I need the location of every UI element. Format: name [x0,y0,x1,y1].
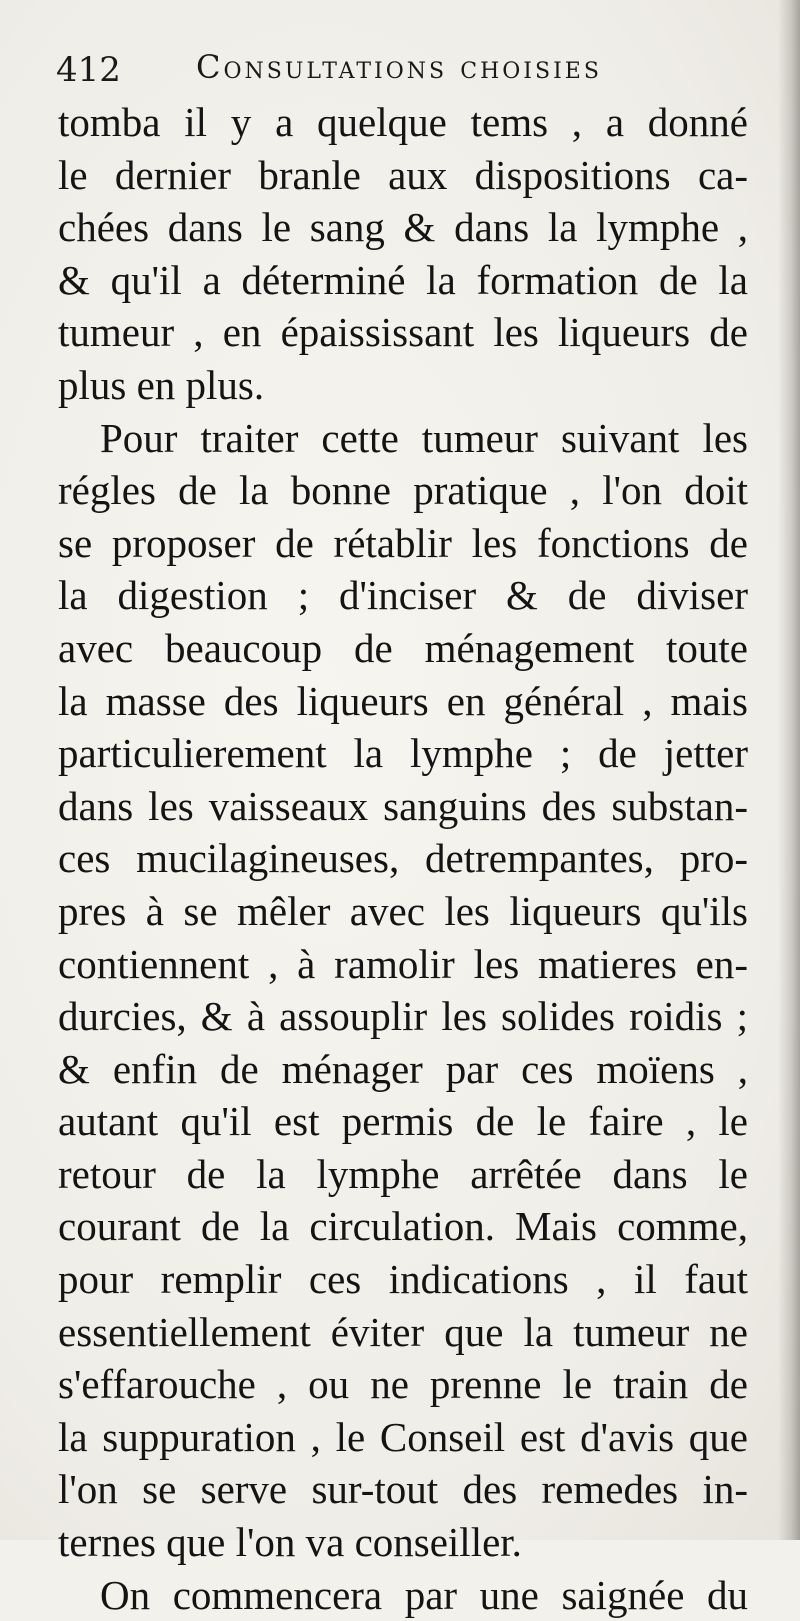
text-line: la digestion ; d'inciser & de diviser [58,572,748,619]
text-line: durcies, & à assouplir les solides roidis ; [58,993,748,1040]
page-header [56,44,756,100]
paragraph-start-line: Pour traiter cette tumeur suivant les [100,414,748,461]
text-line: retour de la lymphe arrêtée dans le [58,1150,748,1197]
page-gutter-shadow [778,0,800,1540]
page-number: 412 [56,50,121,90]
text-line: s'effarouche , ou ne prenne le train de [58,1361,748,1408]
body-text [58,96,748,1621]
text-line: contiennent , à ramolir les matieres en- [58,940,748,987]
text-line: chées dans le sang & dans la lymphe , [58,204,748,251]
text-line: avec beaucoup de ménagement toute [58,624,748,671]
text-line: dans les vaisseaux sanguins des substan- [58,782,748,829]
text-line: la masse des liqueurs en général , mais [58,677,748,724]
text-line: essentiellement éviter que la tumeur ne [58,1308,748,1355]
text-line: le dernier branle aux dispositions ca- [58,151,748,198]
text-line: tomba il y a quelque tems , a donné [58,99,748,145]
text-line: ternes que l'on va conseiller. [58,1519,522,1566]
text-line: régles de la bonne pratique , l'on doit [58,467,748,514]
text-line: se proposer de rétablir les fonctions de [58,519,748,566]
running-head: Consultations choisies [196,48,602,86]
text-line: la suppuration , le Conseil est d'avis que [58,1413,748,1460]
paragraph-start-line: On commencera par une saignée du [100,1571,748,1618]
text-line: l'on se serve sur-tout des remedes in- [58,1466,748,1513]
text-line: autant qu'il est permis de le faire , le [58,1098,748,1145]
text-line: plus en plus. [58,361,265,408]
text-line: & enfin de ménager par ces moïens , [58,1045,748,1092]
text-line: & qu'il a déterminé la formation de la [58,256,748,303]
text-line: tumeur , en épaississant les liqueurs de [58,309,748,356]
text-line: ces mucilagineuses, detrempantes, pro- [58,835,748,882]
text-line: pres à se mêler avec les liqueurs qu'ils [58,887,748,934]
text-line: courant de la circulation. Mais comme, [58,1203,748,1250]
text-line: pour remplir ces indications , il faut [58,1256,748,1303]
text-line: particulierement la lymphe ; de jetter [58,730,748,777]
